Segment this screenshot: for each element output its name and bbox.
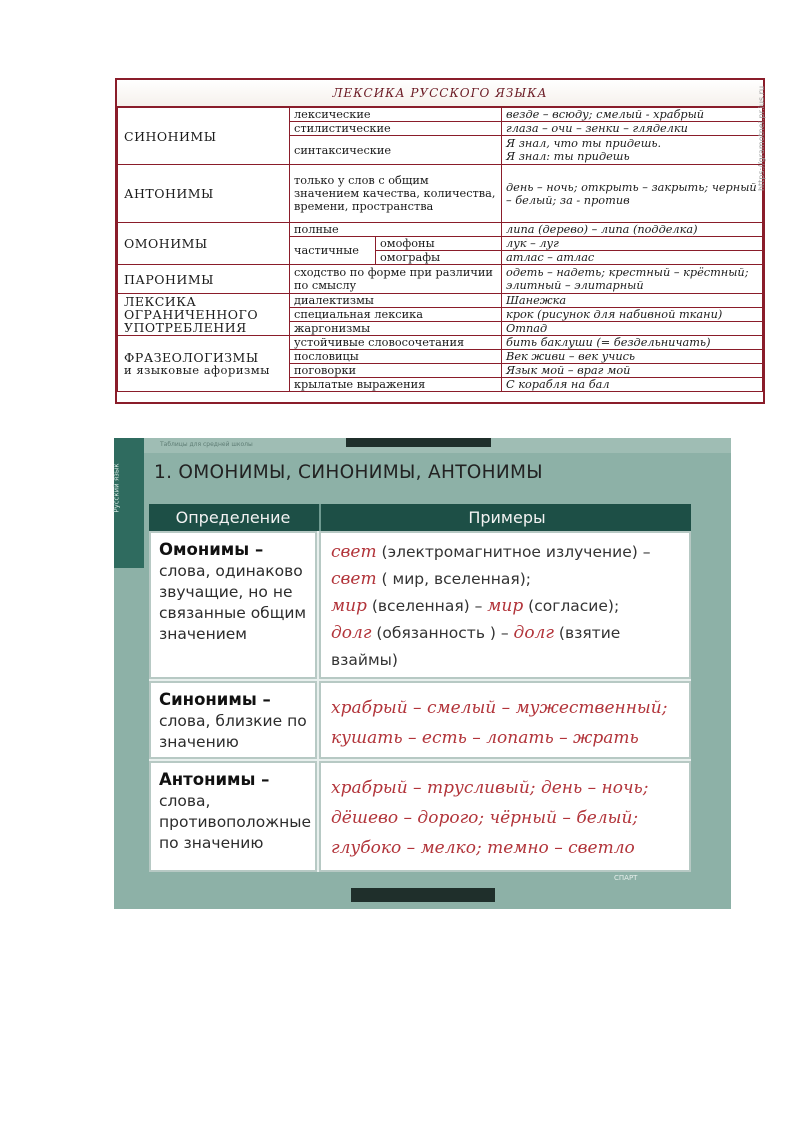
example-winged: С корабля на бал: [502, 378, 763, 392]
example-stylistic: глаза – очи – зенки – гляделки: [502, 122, 763, 136]
example-full: липа (дерево) – липа (подделка): [502, 223, 763, 237]
poster-top-label: [346, 438, 491, 447]
lexicon-grid: [117, 107, 763, 392]
category-paronyms: ПАРОНИМЫ: [118, 265, 290, 294]
lexicon-table: [115, 78, 765, 404]
example-syntactic-1: Я знал, что ты придешь.: [506, 137, 662, 150]
type-antonyms: только у слов с общим значением качества, количества, времени, пространства: [290, 165, 502, 223]
example-antonyms: день – ночь; открыть – закрыть; черный – белый; за - против: [502, 165, 763, 223]
category-homonyms: ОМОНИМЫ: [118, 223, 290, 265]
type-homographs: омографы: [376, 251, 502, 265]
synonyms-line-2: кушать – есть – лопать – жрать: [331, 728, 639, 748]
type-stylistic: стилистические: [290, 122, 502, 136]
header-examples: Примеры: [319, 504, 693, 531]
antonyms-line-2: дёшево – дорого; чёрный – белый;: [331, 808, 639, 828]
antonyms-line-1: храбрый – трусливый; день – ночь;: [331, 778, 649, 798]
category-phraseology-title: ФРАЗЕОЛОГИЗМЫ: [124, 349, 259, 365]
examples-synonyms: [319, 681, 691, 759]
poster-heading: 1. ОМОНИМЫ, СИНОНИМЫ, АНТОНИМЫ: [154, 462, 543, 483]
example-syntactic: [502, 136, 763, 165]
type-winged: крылатые выражения: [290, 378, 502, 392]
poster-side-text: Русский язык: [112, 463, 121, 513]
poster-table: [149, 504, 691, 872]
gloss-dolg-1: (обязанность ) –: [371, 624, 514, 642]
word-dolg-2: долг: [513, 623, 554, 643]
def-antonyms: слова, противоположные по значению: [159, 792, 312, 852]
term-homonyms: Омонимы –: [159, 540, 264, 559]
example-lexical: везде – всюду; смелый - храбрый: [502, 108, 763, 122]
poster-row-synonyms: [149, 681, 691, 759]
header-definition: Определение: [175, 508, 291, 527]
example-homophones: лук – луг: [502, 237, 763, 251]
lexicon-title: ЛЕКСИКА РУССКОГО ЯЗЫКА: [117, 80, 763, 107]
poster-bottom-label: [351, 888, 495, 902]
definition-synonyms: [149, 681, 317, 759]
example-stable: бить баклуши (= бездельничать): [502, 336, 763, 350]
antonyms-line-3: глубоко – мелко; темно – светло: [331, 838, 635, 858]
poster-row-antonyms: [149, 761, 691, 872]
term-antonyms: Антонимы –: [159, 770, 270, 789]
synonyms-line-1: храбрый – смелый – мужественный;: [331, 698, 668, 718]
example-homographs: атлас – атлас: [502, 251, 763, 265]
type-dialect: диалектизмы: [290, 294, 502, 308]
def-synonyms: слова, близкие по значению: [159, 712, 307, 751]
category-phraseology-subtitle: и языковые афоризмы: [124, 362, 270, 377]
category-limited: ЛЕКСИКА ОГРАНИЧЕННОГО УПОТРЕБЛЕНИЯ: [118, 294, 290, 336]
definition-antonyms: [149, 761, 317, 872]
example-paronyms: одеть – надеть; крестный – крёстный; элитный – элитарный: [502, 265, 763, 294]
term-synonyms: Синонимы –: [159, 690, 271, 709]
example-jargon: Отпад: [502, 322, 763, 336]
type-partial: частичные: [290, 237, 376, 265]
poster-table-header: [149, 504, 691, 531]
type-sayings: поговорки: [290, 364, 502, 378]
watermark-text: https://gramotnei.pr.ius.ru: [757, 85, 767, 192]
type-homophones: омофоны: [376, 237, 502, 251]
word-svet-1: свет: [331, 542, 377, 562]
watermark: [757, 78, 769, 198]
definition-homonyms: [149, 531, 317, 679]
category-phraseology: [118, 336, 290, 392]
type-paronyms: сходство по форме при различии по смыслу: [290, 265, 502, 294]
examples-homonyms: [319, 531, 691, 679]
word-mir-1: мир: [331, 596, 367, 616]
example-proverbs: Век живи – век учись: [502, 350, 763, 364]
poster-top-text: Таблицы для средней школы: [160, 441, 253, 448]
examples-antonyms: [319, 761, 691, 872]
gloss-svet-2: ( мир, вселенная);: [376, 570, 531, 588]
type-syntactic: синтаксические: [290, 136, 502, 165]
gloss-mir-2: (согласие);: [523, 597, 620, 615]
type-jargon: жаргонизмы: [290, 322, 502, 336]
poster-row-homonyms: [149, 531, 691, 679]
poster-side-tab: [114, 438, 144, 568]
type-lexical: лексические: [290, 108, 502, 122]
poster-stamp: СПАРТ: [614, 874, 638, 882]
word-dolg-1: долг: [331, 623, 372, 643]
category-antonyms: АНТОНИМЫ: [118, 165, 290, 223]
category-synonyms: СИНОНИМЫ: [118, 108, 290, 165]
example-sayings: Язык мой – враг мой: [502, 364, 763, 378]
gloss-mir-1: (вселенная) –: [366, 597, 488, 615]
poster-image: [114, 438, 731, 909]
word-mir-2: мир: [487, 596, 524, 616]
poster-top-band: [114, 438, 731, 453]
gloss-svet-1: (электромагнитное излучение) –: [376, 543, 651, 561]
type-special: специальная лексика: [290, 308, 502, 322]
type-full: полные: [290, 223, 502, 237]
gloss-dolg-2: (взятие взаймы): [331, 624, 621, 669]
def-homonyms: слова, одинаково звучащие, но не связанные общим значением: [159, 562, 307, 643]
word-svet-2: свет: [331, 569, 377, 589]
type-stable: устойчивые словосочетания: [290, 336, 502, 350]
type-proverbs: пословицы: [290, 350, 502, 364]
example-special: крок (рисунок для набивной ткани): [502, 308, 763, 322]
example-dialect: Шанежка: [502, 294, 763, 308]
example-syntactic-2: Я знал: ты придешь: [506, 150, 630, 163]
